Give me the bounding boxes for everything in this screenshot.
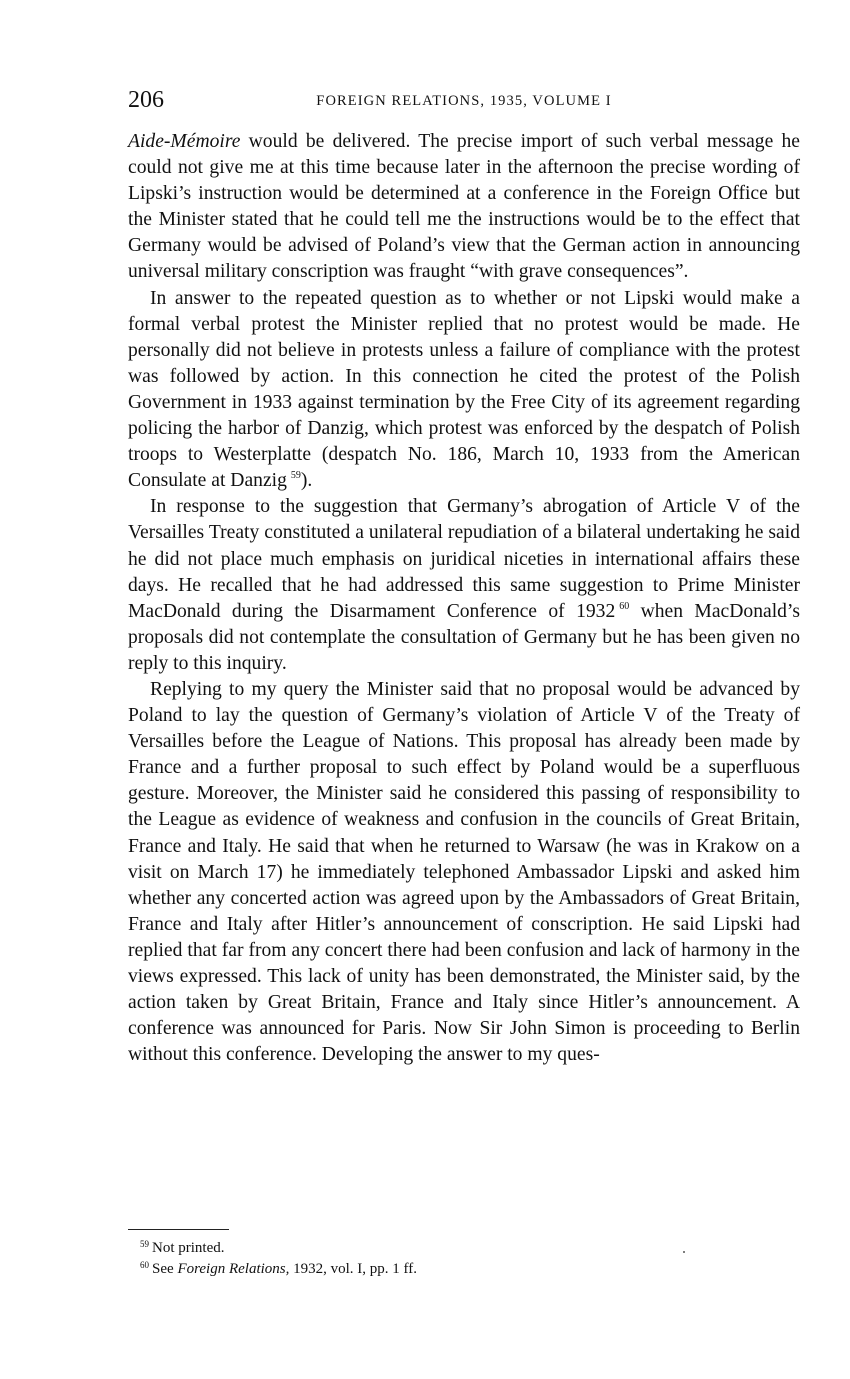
footnote-60 — [140, 1259, 760, 1280]
aide-memoire-term: Aide-Mémoire — [128, 131, 241, 152]
footnote-59 — [140, 1238, 760, 1259]
paragraph-2-text: In answer to the repeated question as to whether or not Lipski would make a formal verbal protest the Minister replied that no protest would be made. He personally did not believe in protests unless a failure of compliance with the protest was followed by action. In this connection he cited the protest of the Polish Government in 1933 against termination by the Free City of its agreement regarding policing the harbor of Danzig, which protest was enforced by the despatch of Polish troops to Westerplatte (despatch No. 186, March 10, 1933 from the American Consulate at Danzig — [128, 287, 800, 492]
paragraph-4-text: Replying to my query the Minister said that no proposal would be advanced by Poland to lay the question of Germany’s violation of Article V of the Treaty of Versailles before the League of Nations. This proposal has already been made by France and a further proposal to such effect by Poland would be a superfluous gesture. Moreover, the Minister said he considered this passing of responsibility to the League as evidence of weakness and confusion in the councils of Great Britain, France and Italy. He said that when he returned to Warsaw (he was in Krakow on a visit on March 17) he immediately telephoned Ambassador Lipski and asked him whether any concerted action was agreed upon by the Ambassadors of Great Britain, France and Italy after Hitler’s announcement of conscription. He said Lipski had replied that far from any concert there had been confusion and lack of harmony in the views expressed. This lack of unity has been demonstrated, the Minister said, by the action taken by Great Britain, France and Italy since Hitler’s announcement. A conference was announced for Paris. Now Sir John Simon is proceeding to Berlin without this conference. Developing the answer to my ques- — [128, 678, 800, 1066]
paragraph-1-text: would be delivered. The precise import of such verbal message he could not give me at this time because later in the afternoon the precise wording of Lipski’s instruction would be determined at a conference in the Foreign Office but the Minister stated that he could tell me the instructions would be to the effect that Germany would be advised of Poland’s view that the German action in announcing universal military conscription was fraught “with grave consequences”. — [128, 131, 800, 283]
print-speck — [683, 1251, 685, 1253]
page-header — [128, 86, 800, 116]
page-number: 206 — [128, 87, 164, 113]
paragraph-3 — [128, 494, 800, 677]
footnote-ref-60[interactable]: 60 — [619, 600, 630, 612]
footnote-divider — [128, 1229, 229, 1230]
running-head: FOREIGN RELATIONS, 1935, VOLUME I — [316, 93, 612, 109]
footnote-59-text: Not printed. — [152, 1240, 225, 1256]
paragraph-1 — [128, 129, 800, 286]
footnote-60-title: Foreign Relations, — [177, 1261, 290, 1277]
footnotes — [140, 1238, 760, 1280]
footnote-number-59: 59 — [140, 1239, 149, 1249]
footnote-ref-59[interactable]: 59 — [290, 470, 301, 482]
footnote-60-suffix: 1932, vol. I, pp. 1 ff. — [289, 1261, 418, 1277]
paragraph-2-text-end: ). — [300, 470, 313, 492]
paragraph-3-text: In response to the suggestion that Germany’s abrogation of Article V of the Versailles Treaty constituted a unilateral repudiation of a bilateral undertaking he said he did not place much emphasis on juridical niceties in international affairs these days. He recalled that he had addressed this same suggestion to Prime Minister MacDonald during the Disarmament Conference of 1932 — [128, 496, 800, 622]
paragraph-4 — [128, 677, 800, 1068]
body-text — [128, 129, 800, 1068]
footnote-60-prefix: See — [152, 1261, 178, 1277]
paragraph-3-text-end: when MacDonald’s proposals did not contemplate the consultation of Germany but he has been given no reply to this inquiry. — [128, 600, 800, 674]
footnote-number-60: 60 — [140, 1260, 149, 1270]
paragraph-2 — [128, 286, 800, 495]
